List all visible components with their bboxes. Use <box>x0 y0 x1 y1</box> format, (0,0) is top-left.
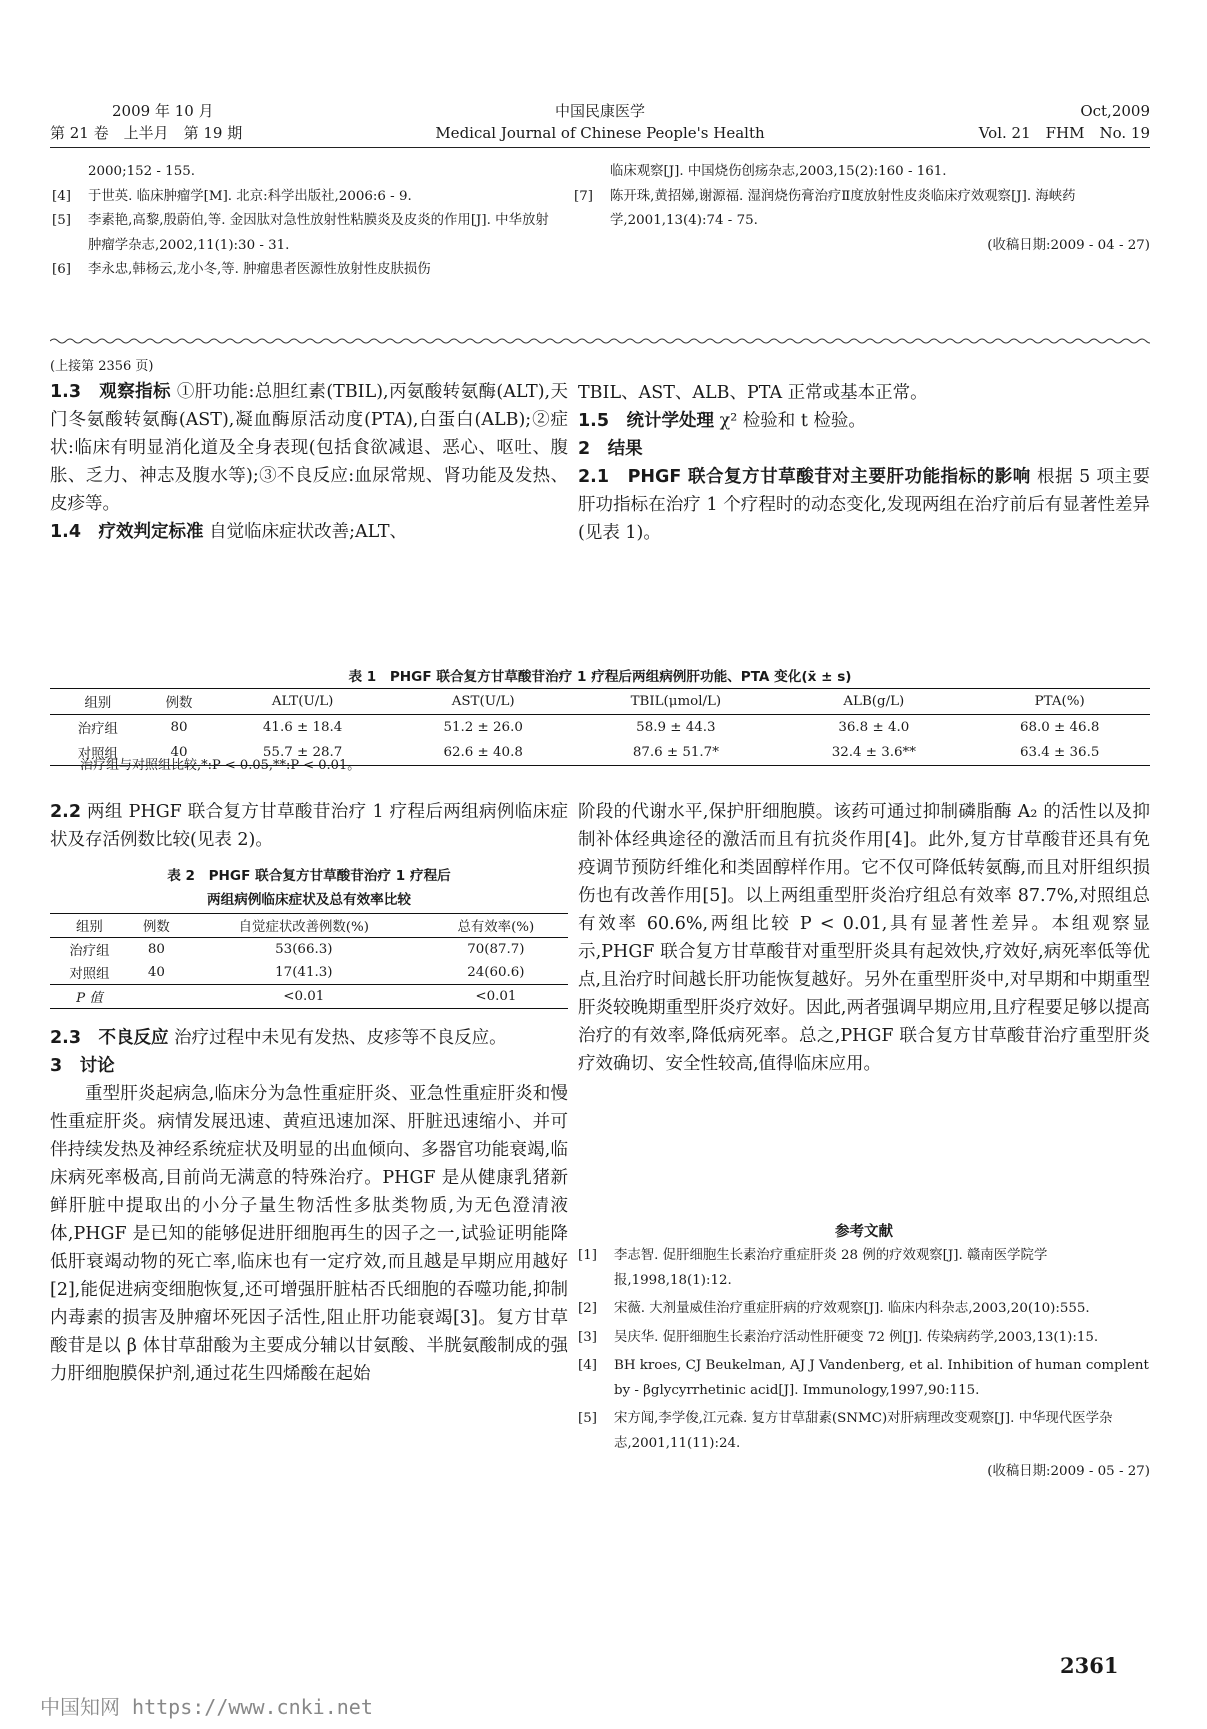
journal-name-en: Medical Journal of Chinese People's Health <box>435 124 765 142</box>
section-3-heading: 3 讨论 <box>50 1056 115 1076</box>
table-header-cell: ALB(g/L) <box>778 689 969 715</box>
header-left <box>50 100 330 144</box>
table-row <box>50 715 1150 741</box>
table-cell: 对照组 <box>50 740 146 766</box>
table-header-cell: 自觉症状改善例数(%) <box>184 914 424 938</box>
section-text: 根据 5 项主要肝功指标在治疗 1 个疗程时的动态变化,发现两组在治疗前后有显著性差异(见表 1)。 <box>578 467 1150 543</box>
table-cell: 87.6 ± 51.7* <box>573 740 778 766</box>
table-header-cell: PTA(%) <box>969 689 1150 715</box>
table-cell: <0.01 <box>424 985 568 1009</box>
table-cell: 68.0 ± 46.8 <box>1019 720 1100 735</box>
section-2-1 <box>578 463 1150 547</box>
table-cell: 51.2 ± 26.0 <box>443 720 523 735</box>
header-right <box>820 100 1150 144</box>
table-cell: 40 <box>146 740 213 766</box>
table-cell: 53(66.3) <box>275 942 333 957</box>
ref-continuation: 临床观察[J]. 中国烧伤创疡杂志,2003,15(2):160 - 161. <box>610 164 947 179</box>
section-text: 治疗过程中未见有发热、皮疹等不良反应。 <box>174 1028 507 1048</box>
wavy-separator <box>50 336 1150 346</box>
section-text: χ² 检验和 t 检验。 <box>719 411 866 431</box>
discussion-text-left: 重型肝炎起病急,临床分为急性重症肝炎、亚急性重症肝炎和慢性重症肝炎。病情发展迅速、黄疸迅速加深、肝脏迅速缩小、并可伴持续发热及神经系统症状及明显的出血倾向、多器官功能衰竭,临床病死率极高,目前尚无满意的特殊治疗。PHGF 是从健康乳猪新鲜肝脏中提取出的小分子量生物活性多肽类物质,为无色澄清液体,PHGF 是已知的能够促进肝细胞再生的因子之一,试验证明能降低肝衰竭动物的死亡率,临床也有一定疗效,而且越是早期应用越好[2],能促进病变细胞恢复,还可增强肝脏枯否氏细胞的吞噬功能,抑制内毒素的损害及肿瘤坏死因子活性,阻止肝功能衰竭[3]。复方甘草酸苷是以 β 体甘草甜酸为主要成分辅以甘氨酸、半胱氨酸制成的强力肝细胞膜保护剂,通过花生四烯酸在起始 <box>50 1084 568 1384</box>
table-header-row <box>50 914 568 938</box>
section-text: ①肝功能:总胆红素(TBIL),丙氨酸转氨酶(ALT),天门冬氨酸转氨酶(AST),凝血酶原活动度(PTA),白蛋白(ALB);②症状:临床有明显消化道及全身表现(包括食欲减退、恶心、呕吐、腹胀、乏力、神志及腹水等);③不良反应:血尿常规、肾功能及发热、皮疹等。 <box>50 382 568 514</box>
footer-url: https://www.cnki.net <box>132 1695 373 1719</box>
section-heading: 2.2 <box>50 802 82 822</box>
received-date: (收稿日期:2009 - 05 - 27) <box>987 1464 1150 1479</box>
table-header-cell: ALT(U/L) <box>212 689 393 715</box>
section-heading: 2.3 不良反应 <box>50 1028 169 1048</box>
table-2 <box>50 913 568 1009</box>
section-text: 自觉临床症状改善;ALT、 <box>209 522 407 542</box>
reference-item: [1] 李志智. 促肝细胞生长素治疗重症肝炎 28 例的疗效观察[J]. 赣南医学院学报,1998,18(1):12. <box>578 1248 1048 1288</box>
table-header-cell: 例数 <box>129 914 184 938</box>
footer-watermark <box>40 1691 373 1720</box>
section-heading: 2.1 PHGF 联合复方甘草酸苷对主要肝功能指标的影响 <box>578 467 1031 487</box>
reference-item: [2] 宋薇. 大剂量威佳治疗重症肝病的疗效观察[J]. 临床内科杂志,2003,20(10):555. <box>578 1301 1090 1316</box>
references-title: 参考文献 <box>835 1224 893 1240</box>
table-cell <box>129 985 184 1009</box>
section-heading: 1.3 观察指标 <box>50 382 171 402</box>
journal-name-cn: 中国民康医学 <box>554 102 645 120</box>
table-header-cell: 组别 <box>50 914 129 938</box>
continued-from: (上接第 2356 页) <box>50 359 154 374</box>
table-row <box>50 938 568 962</box>
header-date: 2009 年 10 月 <box>112 102 214 120</box>
table-cell: 治疗组 <box>69 944 110 959</box>
table-cell: 17(41.3) <box>275 965 333 980</box>
section-heading: 1.5 统计学处理 <box>578 411 715 431</box>
table-row <box>50 961 568 985</box>
left-column-bottom <box>50 1024 568 1388</box>
left-column-top <box>50 356 568 546</box>
table-cell: 32.4 ± 3.6** <box>778 740 969 766</box>
discussion-text-right: 阶段的代谢水平,保护肝细胞膜。该药可通过抑制磷脂酶 A₂ 的活性以及抑制补体经典途径的激活而且有抗炎作用[4]。此外,复方甘草酸苷还具有免疫调节预防纤维化和类固醇样作用。它不仅可降低转氨酶,而且对肝组织损伤也有改善作用[5]。以上两组重型肝炎治疗组总有效率 87.7%,对照组总有效率 60.6%,两组比较 P < 0.01,具有显著性差异。本组观察显示,PHGF 联合复方甘草酸苷对重型肝炎具有起效快,疗效好,病死率低等优点,且治疗时间越长肝功能恢复越好。另外在重型肝炎中,对早期和中期重型肝炎较晚期重型肝炎疗效好。因此,两者强调早期应用,且疗程要足够以提高治疗的有效率,降低病死率。总之,PHGF 联合复方甘草酸苷治疗重型肝炎疗效确切、安全性较高,值得临床应用。 <box>578 802 1150 1074</box>
table-header-cell: 例数 <box>146 689 213 715</box>
table-cell: 24(60.6) <box>467 965 525 980</box>
section-2-3 <box>50 1024 568 1052</box>
reference-item: [6] 李永忠,韩杨云,龙小冬,等. 肿瘤患者医源性放射性皮肤损伤 <box>52 262 431 277</box>
section-1-4 <box>50 518 568 546</box>
header-center <box>380 100 820 144</box>
table-cell: 40 <box>147 965 165 980</box>
table-header-cell: 总有效率(%) <box>424 914 568 938</box>
table-row <box>50 985 568 1009</box>
received-date: (收稿日期:2009 - 04 - 27) <box>987 237 1150 253</box>
table-cell: 治疗组 <box>77 722 118 737</box>
table-header-row <box>50 689 1150 715</box>
references-list <box>578 1244 1150 1485</box>
table-cell: 80 <box>147 942 165 957</box>
reference-item: [5] 李素艳,高黎,殷蔚伯,等. 金因肽对急性放射性粘膜炎及皮炎的作用[J]. 中华放射肿瘤学杂志,2002,11(1):30 - 31. <box>52 213 549 253</box>
table-2-title: 表 2 PHGF 联合复方甘草酸苷治疗 1 疗程后 两组病例临床症状及总有效率比较 <box>167 868 451 908</box>
table-cell: 63.4 ± 36.5 <box>969 740 1150 766</box>
table-cell: 55.7 ± 28.7 <box>212 740 393 766</box>
section-2-2 <box>50 798 568 854</box>
table-cell: 58.9 ± 44.3 <box>636 720 716 735</box>
header-volume-en: Vol. 21 FHM No. 19 <box>978 124 1150 142</box>
reference-item: [5] 宋方闻,李学俊,江元森. 复方甘草甜素(SNMC)对肝病理改变观察[J]. 中华现代医学杂志,2001,11(11):24. <box>578 1411 1113 1451</box>
table-cell: 70(87.7) <box>467 942 525 957</box>
table-header-cell: TBIL(μmol/L) <box>573 689 778 715</box>
table-cell: P 值 <box>50 985 129 1009</box>
table-1-title: 表 1 PHGF 联合复方甘草酸苷治疗 1 疗程后两组病例肝功能、PTA 变化(x̄ ± s) <box>348 669 852 685</box>
section-1-4-cont: TBIL、AST、ALB、PTA 正常或基本正常。 <box>578 383 928 403</box>
header-rule <box>50 147 1150 148</box>
prev-article-refs-right <box>574 160 1150 258</box>
section-2-heading: 2 结果 <box>578 439 643 459</box>
header-date-en: Oct,2009 <box>1080 102 1150 120</box>
ref-continuation: 2000;152 - 155. <box>88 164 196 179</box>
reference-item: [4] 于世英. 临床肿瘤学[M]. 北京:科学出版社,2006:6 - 9. <box>52 188 412 204</box>
section-heading: 1.4 疗效判定标准 <box>50 522 204 542</box>
table-header-cell: 组别 <box>50 689 146 715</box>
header-volume: 第 21 卷 上半月 第 19 期 <box>50 124 243 142</box>
table-header-cell: AST(U/L) <box>393 689 574 715</box>
table-1-note: 治疗组与对照组比较,*:P < 0.05,**:P < 0.01。 <box>80 758 361 773</box>
reference-item: [4] BH kroes, CJ Beukelman, AJ J Vandenberg, et al. Inhibition of human complent by - βglycyrrhetinic acid[J]. Immunology,1997,90:115. <box>578 1358 1149 1398</box>
table-cell: 36.8 ± 4.0 <box>838 720 910 735</box>
section-1-5 <box>578 407 1150 435</box>
table-cell: 对照组 <box>69 967 110 982</box>
prev-article-refs-left <box>52 160 562 283</box>
table-cell: 80 <box>170 720 188 735</box>
section-text: 两组 PHGF 联合复方甘草酸苷治疗 1 疗程后两组病例临床症状及存活例数比较(见表 2)。 <box>50 802 568 850</box>
table-cell: 62.6 ± 40.8 <box>393 740 574 766</box>
reference-item: [7] 陈开珠,黄招娣,谢源福. 湿润烧伤膏治疗Ⅱ度放射性皮炎临床疗效观察[J]. 海峡药学,2001,13(4):74 - 75. <box>574 188 1076 228</box>
right-column-top <box>578 379 1150 547</box>
reference-item: [3] 吴庆华. 促肝细胞生长素治疗活动性肝硬变 72 例[J]. 传染病药学,2003,13(1):15. <box>578 1329 1099 1345</box>
section-1-3 <box>50 378 568 518</box>
table-cell: 41.6 ± 18.4 <box>262 720 343 735</box>
page-number: 2361 <box>1060 1653 1119 1678</box>
table-cell: <0.01 <box>184 985 424 1009</box>
footer-site-name: 中国知网 <box>40 1695 120 1719</box>
